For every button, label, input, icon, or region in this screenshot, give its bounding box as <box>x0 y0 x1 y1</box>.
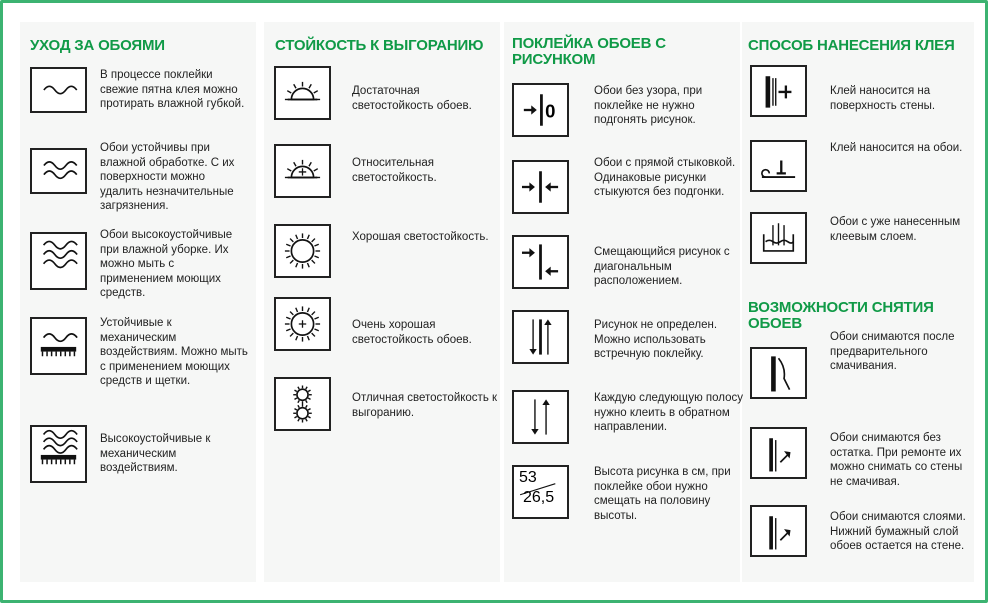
symbol-description: Обои с уже нанесенным клеевым слоем. <box>830 216 961 243</box>
two-waves-icon <box>30 148 87 194</box>
symbol-description: Клей наносится на обои. <box>830 142 963 154</box>
symbol-description: Обои устойчивы при влажной обработке. С их поверхности можно удалить незначительные загрязнения. <box>100 142 235 212</box>
sun-plus-icon <box>274 297 331 351</box>
symbol-description: Устойчивые к механическим воздействиям. Можно мыть с применением моющих средств и щетки. <box>100 317 248 387</box>
symbol-description: Хорошая светостойкость. <box>352 231 489 243</box>
strippable-icon <box>750 427 807 479</box>
symbol-description: Высокоустойчивые к механическим воздействиям. <box>100 433 211 474</box>
free-match-icon <box>512 310 569 364</box>
symbol-description: Обои снимаются без остатка. При ремонте их можно снимать со стены не смачивая. <box>830 432 963 488</box>
double-sun-icon <box>274 377 331 431</box>
section-title: СТОЙКОСТЬ К ВЫГОРАНИЮ <box>275 37 484 54</box>
symbol-description: Каждую следующую полосу нужно клеить в обратном направлении. <box>594 392 744 433</box>
half-sun-icon <box>274 66 331 120</box>
reverse-hanging-icon <box>512 390 569 444</box>
straight-match-icon <box>512 160 569 214</box>
wave-brush-icon <box>30 317 87 375</box>
sun-icon <box>274 224 331 278</box>
half-sun-plus-icon <box>274 144 331 198</box>
symbol-description: Обои снимаются слоями. Нижний бумажный слой обоев остается на стене. <box>830 511 966 552</box>
paste-wall-icon <box>750 65 807 117</box>
symbol-description: Обои с прямой стыковкой. Одинаковые рисунки стыкуются без подгонки. <box>594 157 736 198</box>
symbol-description: Обои снимаются после предварительного смачивания. <box>830 331 955 372</box>
three-waves-icon <box>30 232 87 290</box>
symbol-description: Достаточная светостойкость обоев. <box>352 85 472 112</box>
section-title: СПОСОБ НАНЕСЕНИЯ КЛЕЯ <box>748 37 955 54</box>
section-title: УХОД ЗА ОБОЯМИ <box>30 37 165 54</box>
symbol-description: Высота рисунка в см, при поклейке обои нужно смещать на половину высоты. <box>594 466 731 522</box>
paste-wallpaper-icon <box>750 140 807 192</box>
symbol-description: Обои высокоустойчивые при влажной уборке. Их можно мыть с применением моющих средств. <box>100 229 233 299</box>
offset-match-icon <box>512 235 569 289</box>
symbol-description: Очень хорошая светостойкость обоев. <box>352 319 472 346</box>
pattern-repeat-value: 53 <box>519 469 537 486</box>
symbol-description: Клей наносится на поверхность стены. <box>830 85 936 112</box>
svg-text:0: 0 <box>545 100 556 122</box>
symbol-description: Отличная светостойкость к выгоранию. <box>352 392 498 419</box>
symbol-description: Смещающийся рисунок с диагональным расположением. <box>594 246 730 287</box>
section-title: ВОЗМОЖНОСТИ СНЯТИЯ ОБОЕВ <box>748 299 934 332</box>
three-waves-brush-icon <box>30 425 87 483</box>
symbol-description: В процессе поклейки свежие пятна клея можно протирать влажной губкой. <box>100 69 245 110</box>
arrow-zero-icon <box>512 83 569 137</box>
symbol-description: Обои без узора, при поклейке не нужно подгонять рисунок. <box>594 85 703 126</box>
wet-removal-icon <box>750 347 807 399</box>
symbol-description: Относительная светостойкость. <box>352 157 437 184</box>
section-title: ПОКЛЕЙКА ОБОЕВ С РИСУНКОМ <box>512 35 666 68</box>
pattern-offset-value: 26,5 <box>523 489 555 506</box>
repeat-offset-icon <box>512 465 569 519</box>
prepasted-icon <box>750 212 807 264</box>
one-wave-icon <box>30 67 87 113</box>
peelable-icon <box>750 505 807 557</box>
symbol-description: Рисунок не определен. Можно использовать встречную поклейку. <box>594 319 718 360</box>
